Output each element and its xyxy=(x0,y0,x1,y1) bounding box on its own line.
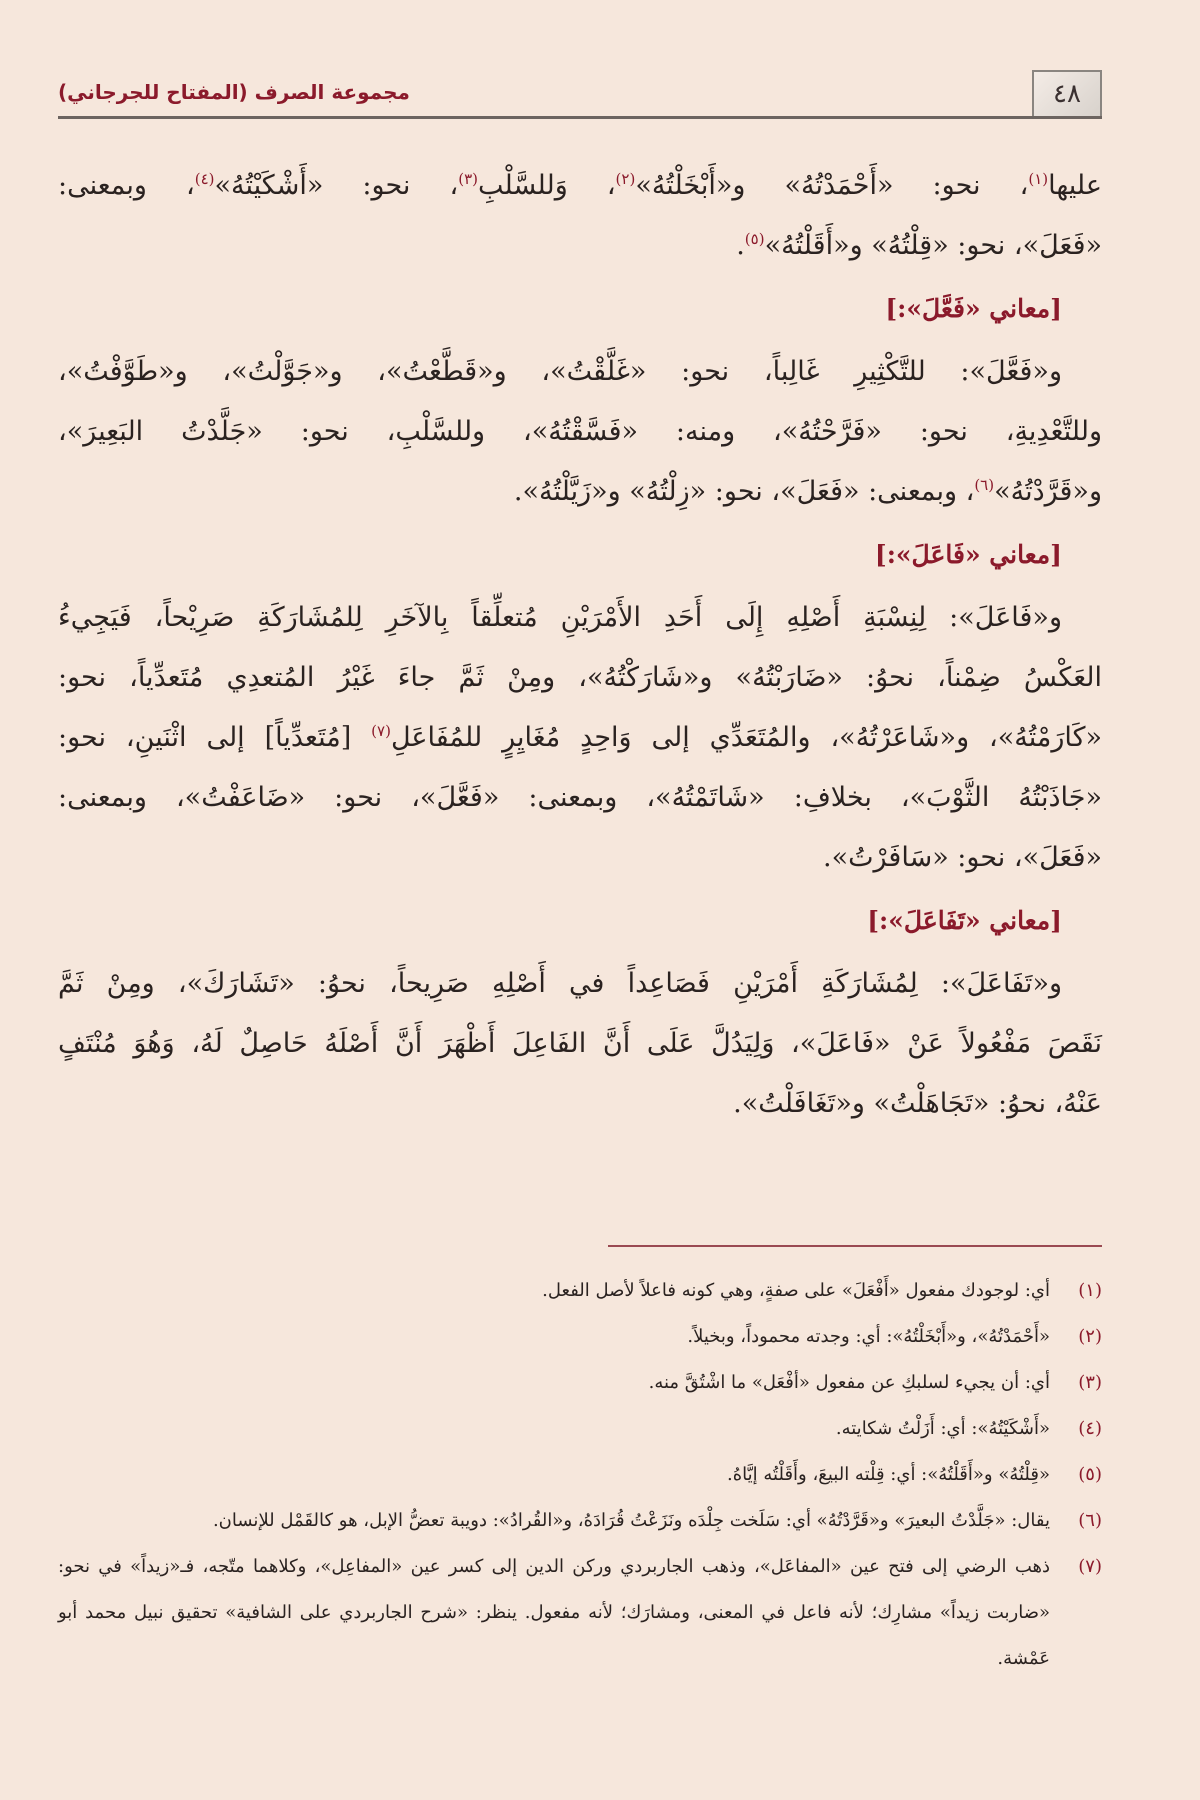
footnote-number: (٦) xyxy=(1078,1510,1102,1531)
text-line xyxy=(58,216,1102,276)
text-segment: «كَارَمْتُهُ»، و«شَاعَرْتُهُ»، والمُتَعَدِّي إلى وَاحِدٍ مُغَايِرٍ للمُفَاعَلِ xyxy=(390,722,1102,753)
text-segment: «جَاذَبْتُهُ الثَّوْبَ»، بخلافِ: «شَاتَمْتُهُ»، وبمعنى: «فَعَّلَ»، نحو: «ضَاعَفْتُ»، وبمعنى: xyxy=(58,782,1102,813)
footnote xyxy=(58,1360,1102,1406)
footnote-divider xyxy=(608,1245,1102,1247)
footnote xyxy=(58,1544,1102,1682)
text-line xyxy=(58,1014,1102,1074)
section-heading xyxy=(58,888,1102,954)
footnote-text: أي: لوجودك مفعول «أَفْعَلَ» على صفةٍ، وهي كونه فاعلاً لأصل الفعل. xyxy=(542,1280,1050,1301)
text-line xyxy=(58,768,1102,828)
text-segment: ، نحو: «أَشْكَيْتُهُ» xyxy=(214,170,459,201)
text-line xyxy=(58,156,1102,216)
footnote xyxy=(58,1406,1102,1452)
running-title: مجموعة الصرف (المفتاح للجرجاني) xyxy=(58,80,410,104)
text-segment: و«فَعَّلَ»: للتَّكْثِيرِ غَالِباً، نحو: «غَلَّقْتُ»، و«قَطَّعْتُ»، و«جَوَّلْتُ»، و«طَوَّفْتُ»، xyxy=(58,356,1062,387)
footnote-ref[interactable]: (٣) xyxy=(458,170,478,188)
footnote-text: «أَحْمَدْتُهُ»، و«أَبْخَلْتُهُ»: أي: وجدته محموداً، وبخيلاً. xyxy=(687,1326,1050,1347)
page-header xyxy=(58,70,1102,116)
text-line xyxy=(58,708,1102,768)
text-segment: [معاني «تَفَاعَلَ»:] xyxy=(867,906,1062,935)
footnote xyxy=(58,1498,1102,1544)
footnote-ref[interactable]: (٧) xyxy=(371,722,391,740)
text-segment: عَنْهُ، نحوُ: «تَجَاهَلْتُ» و«تَغَافَلْتُ». xyxy=(733,1088,1102,1119)
text-segment: و«تَفَاعَلَ»: لِمُشَارَكَةِ أَمْرَيْنِ فَصَاعِداً في أَصْلِهِ صَرِيحاً، نحوُ: «تَشَارَكَ»، ومِنْ ثَمَّ xyxy=(58,968,1063,999)
footnote-number: (٧) xyxy=(1078,1556,1102,1577)
text-segment: . xyxy=(736,230,745,261)
footnote xyxy=(58,1314,1102,1360)
text-segment: عليها xyxy=(1048,170,1102,201)
text-segment: [معاني «فَعَّلَ»:] xyxy=(885,294,1062,323)
page-number: ٤٨ xyxy=(1032,70,1102,118)
text-segment: «فَعَلَ»، نحو: «قِلْتُهُ» و«أَقَلْتُهُ» xyxy=(764,230,1102,261)
footnote-number: (٢) xyxy=(1078,1326,1102,1347)
text-segment: وللتَّعْدِيةِ، نحو: «فَرَّحْتُهُ»، ومنه: «فَسَّقْتُهُ»، وللسَّلْبِ، نحو: «جَلَّدْتُ البَعِيرَ»، xyxy=(58,416,1102,447)
text-segment: ، وَللسَّلْبِ xyxy=(478,170,616,201)
text-line xyxy=(58,1074,1102,1134)
footnotes xyxy=(58,1268,1102,1682)
footnote-number: (٤) xyxy=(1078,1418,1102,1439)
text-segment: و«قَرَّدْتُهُ» xyxy=(994,476,1102,507)
section-heading xyxy=(58,522,1102,588)
footnote-number: (٥) xyxy=(1078,1464,1102,1485)
footnote-ref[interactable]: (٤) xyxy=(194,170,215,188)
text-segment: ، وبمعنى: xyxy=(58,170,195,201)
footnote-text: أي: أن يجيء لسلبكِ عن مفعول «أفْعَل» ما اشْتُقَّ منه. xyxy=(648,1372,1050,1393)
footnote-ref[interactable]: (٢) xyxy=(615,170,636,188)
footnote-ref[interactable]: (٥) xyxy=(744,230,765,248)
text-segment: «فَعَلَ»، نحو: «سَافَرْتُ». xyxy=(823,842,1102,873)
text-line xyxy=(58,828,1102,888)
footnote-text: ذهب الرضي إلى فتح عين «المفاعَل»، وذهب الجاربردي وركن الدين إلى كسر عين «المفاعِل»، وكلاهما متّجه، فـ«زيداً» في نحو: «ضاربت زيداً» مشارِك؛ لأنه فاعل في المعنى، ومشارَك؛ لأنه مفعول. ينظر: «شرح الجاربردي على الشافية» تحقيق نبيل محمد أبو عَمْشة. xyxy=(58,1556,1050,1669)
text-line xyxy=(58,588,1102,648)
text-line xyxy=(58,462,1102,522)
section-heading xyxy=(58,276,1102,342)
footnote xyxy=(58,1452,1102,1498)
text-segment: [مُتَعدِّياً] إلى اثْنَينِ، نحو: xyxy=(58,722,372,753)
text-segment: العَكْسُ ضِمْناً، نحوُ: «ضَارَبْتُهُ» و«شَارَكْتُهُ»، ومِنْ ثَمَّ جاءَ غَيْرُ المُتعدِي مُتَعدِّياً، نحو: xyxy=(58,662,1102,693)
text-segment: [معاني «فَاعَلَ»:] xyxy=(874,540,1062,569)
header-divider xyxy=(58,116,1102,119)
text-segment: ، وبمعنى: «فَعَلَ»، نحو: «زِلْتُهُ» و«زَيَّلْتُهُ». xyxy=(513,476,975,507)
footnote-ref[interactable]: (١) xyxy=(1028,170,1049,188)
footnote-text: «أَشْكَيْتُهُ»: أي: أَزَلْتُ شكايته. xyxy=(835,1418,1050,1439)
footnote-ref[interactable]: (٦) xyxy=(974,476,995,494)
text-line xyxy=(58,954,1102,1014)
main-text xyxy=(58,156,1102,1134)
footnote-text: يقال: «جَلَّدْتُ البعيرَ» و«قَرَّدْتُهُ» أي: سَلَخت جِلْدَه ونَزَعْتُ قُرَادَهُ، و«القُرادُ»: دويبة تعضُّ الإبل، هو كالقَمْل للإنسان. xyxy=(212,1510,1050,1531)
footnote xyxy=(58,1268,1102,1314)
footnote-number: (١) xyxy=(1078,1280,1102,1301)
text-segment: ، نحو: «أَحْمَدْتُهُ» و«أَبْخَلْتُهُ» xyxy=(635,170,1029,201)
footnote-text: «قِلْتُهُ» و«أَقَلْتُهُ»: أي: قِلْته البيعَ، وأَقَلْتُه إيَّاهُ. xyxy=(727,1464,1050,1485)
footnote-number: (٣) xyxy=(1078,1372,1102,1393)
text-line xyxy=(58,402,1102,462)
text-line xyxy=(58,342,1102,402)
text-line xyxy=(58,648,1102,708)
text-segment: نَقَصَ مَفْعُولاً عَنْ «فَاعَلَ»، وَلِيَدُلَّ عَلَى أَنَّ الفَاعِلَ أَظْهَرَ أَنَّ أَصْلَهُ حَاصِلٌ لَهُ، وَهُوَ مُنْتَفٍ xyxy=(58,1028,1102,1059)
text-segment: و«فَاعَلَ»: لِنِسْبَةِ أَصْلِهِ إِلَى أَحَدِ الأَمْرَيْنِ مُتعلِّقاً بِالآخَرِ لِلمُشَارَكَةِ صَرِيْحاً، فَيَجِيءُ xyxy=(58,602,1062,633)
